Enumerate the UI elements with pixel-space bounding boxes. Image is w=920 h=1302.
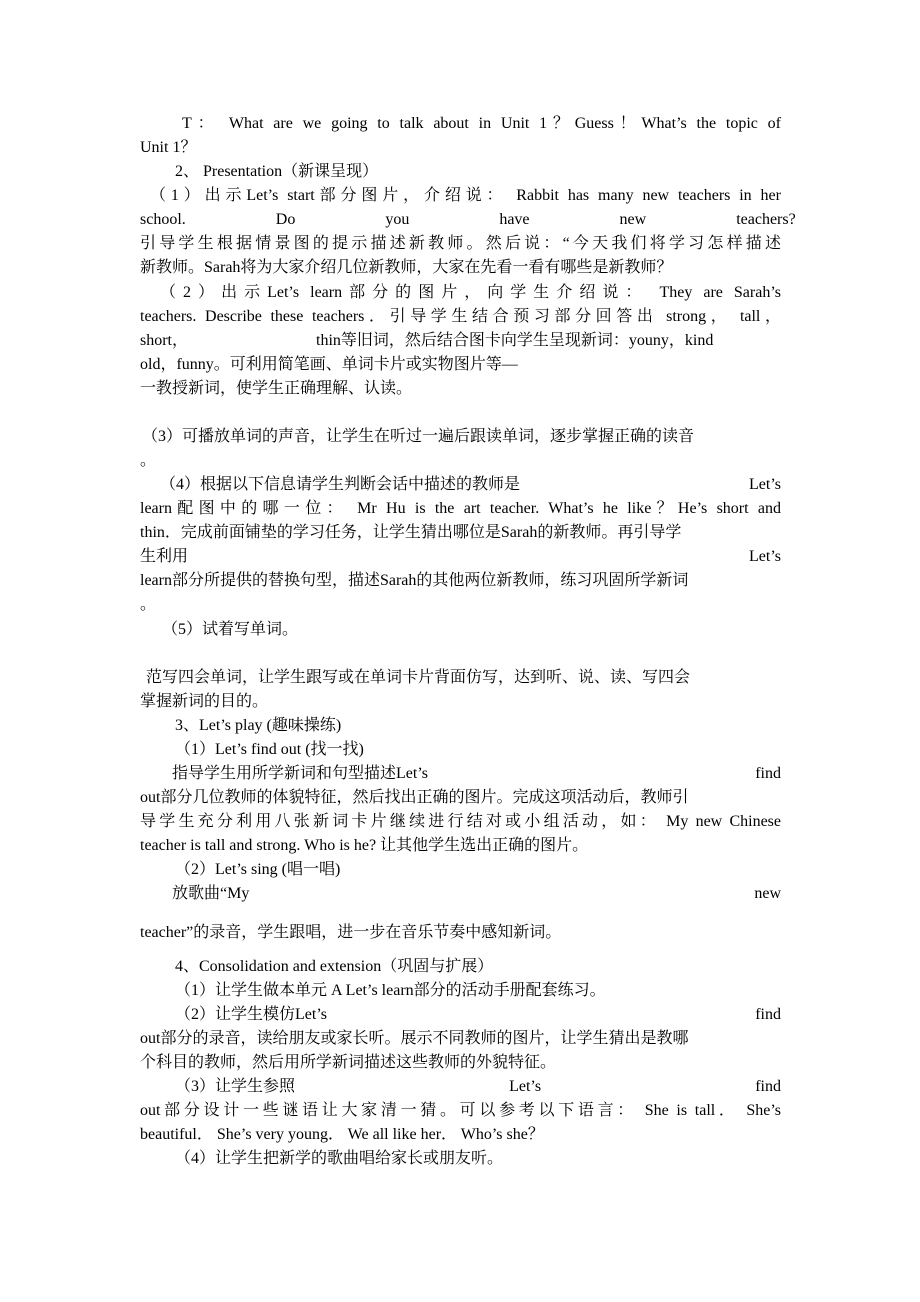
sub-heading: （1）Let’s find out (找一找) [175, 741, 364, 758]
text-line: out部分几位教师的体貌特征，然后找出正确的图片。完成这项活动后，教师引 [140, 789, 689, 806]
text-fragment: new [754, 885, 781, 902]
section-heading: 3、Let’s play (趣味操练) [175, 717, 342, 734]
text-fragment: （3）让学生参照 [175, 1078, 296, 1095]
text-line: （2）出示Let’s learn部分的图片，向学生介绍说： They are Sarah’s [160, 284, 781, 301]
text-line: （3）可播放单词的声音，让学生在听过一遍后跟读单词，逐步掌握正确的读音 [142, 428, 695, 445]
text-line-split [175, 1076, 781, 1098]
text-fragment: find [755, 765, 781, 782]
text-line: teacher”的录音，学生跟唱，进一步在音乐节奏中感知新词。 [140, 924, 562, 941]
text-line: 个科目的教师，然后用所学新词描述这些教师的外貌特征。 [140, 1054, 557, 1071]
text-line: school. Do you have new teachers? [140, 211, 796, 228]
text-line: T： What are we going to talk about in Unit 1？Guess！What’s the topic of [182, 115, 781, 132]
text-line: Unit 1？ [140, 139, 197, 156]
text-line-split [172, 883, 781, 905]
text-fragment: 指导学生用所学新词和句型描述Let’s [172, 765, 428, 782]
text-line: 一教授新词，使学生正确理解、认读。 [140, 380, 413, 397]
text-line: 新教师。Sarah将为大家介绍几位新教师，大家在先看一看有哪些是新教师？ [140, 259, 673, 276]
text-line: out部分的录音，读给朋友或家长听。展示不同教师的图片，让学生猜出是教哪 [140, 1030, 689, 1047]
text-line: 。 [140, 596, 157, 613]
text-fragment: Let’s [749, 548, 781, 565]
text-fragment: （2）让学生模仿Let’s [175, 1006, 327, 1023]
text-fragment: find [755, 1078, 781, 1095]
text-fragment: find [755, 1006, 781, 1023]
text-line: （1）让学生做本单元 A Let’s learn部分的活动手册配套练习。 [175, 982, 606, 999]
text-line: （4）让学生把新学的歌曲唱给家长或朋友听。 [175, 1150, 504, 1167]
text-line: thin．完成前面铺垫的学习任务，让学生猜出哪位是Sarah的新教师。再引导学 [140, 524, 682, 541]
text-line: 引导学生根据情景图的提示描述新教师。然后说：“今天我们将学习怎样描述 [140, 235, 781, 252]
text-line: teacher is tall and strong. Who is he? 让其他学生选出正确的图片。 [140, 837, 589, 854]
text-fragment: 放歌曲“My [172, 885, 250, 902]
text-line: 。 [140, 452, 157, 469]
text-line: learn配图中的哪一位： Mr Hu is the art teacher. What’s he like？He’s short and [140, 500, 781, 517]
sub-heading: （2）Let’s sing (唱一唱) [175, 861, 341, 878]
text-line: teachers. Describe these teachers．引导学生结合预习部分回答出 strong， tall， [140, 308, 781, 325]
text-fragment: Let’s [749, 476, 781, 493]
text-line: learn部分所提供的替换句型，描述Sarah的其他两位新教师，练习巩固所学新词 [140, 572, 689, 589]
text-line: out部分设计一些谜语让大家清一猜。可以参考以下语言： She is tall． She’s [140, 1102, 781, 1119]
text-fragment: Let’s [509, 1078, 542, 1095]
text-line-split [160, 474, 781, 496]
text-line: short， thin等旧词，然后结合图卡向学生呈现新词：youny，kind [140, 332, 714, 349]
text-line-split [175, 1004, 781, 1026]
text-line: （5）试着写单词。 [162, 621, 299, 638]
text-line-split [140, 546, 781, 568]
text-fragment: 生利用 [140, 548, 189, 565]
text-line-split [172, 763, 781, 785]
text-line: 范写四会单词，让学生跟写或在单词卡片背面仿写，达到听、说、读、写四会 [146, 669, 691, 686]
text-line: old，funny。可利用简笔画、单词卡片或实物图片等— [140, 356, 518, 373]
text-line: 掌握新词的目的。 [140, 693, 269, 710]
text-line: beautiful． She’s very young． We all like her． Who’s she？ [140, 1126, 544, 1143]
text-line: （1）出示Let’s start部分图片，介绍说： Rabbit has many new teachers in her [150, 187, 781, 204]
section-heading: 2、 Presentation（新课呈现） [175, 163, 379, 180]
section-heading: 4、Consolidation and extension（巩固与扩展） [175, 958, 494, 975]
text-line: 导学生充分利用八张新词卡片继续进行结对或小组活动，如： My new Chinese [140, 813, 781, 830]
text-fragment: （4）根据以下信息请学生判断会话中描述的教师是 [160, 476, 521, 493]
